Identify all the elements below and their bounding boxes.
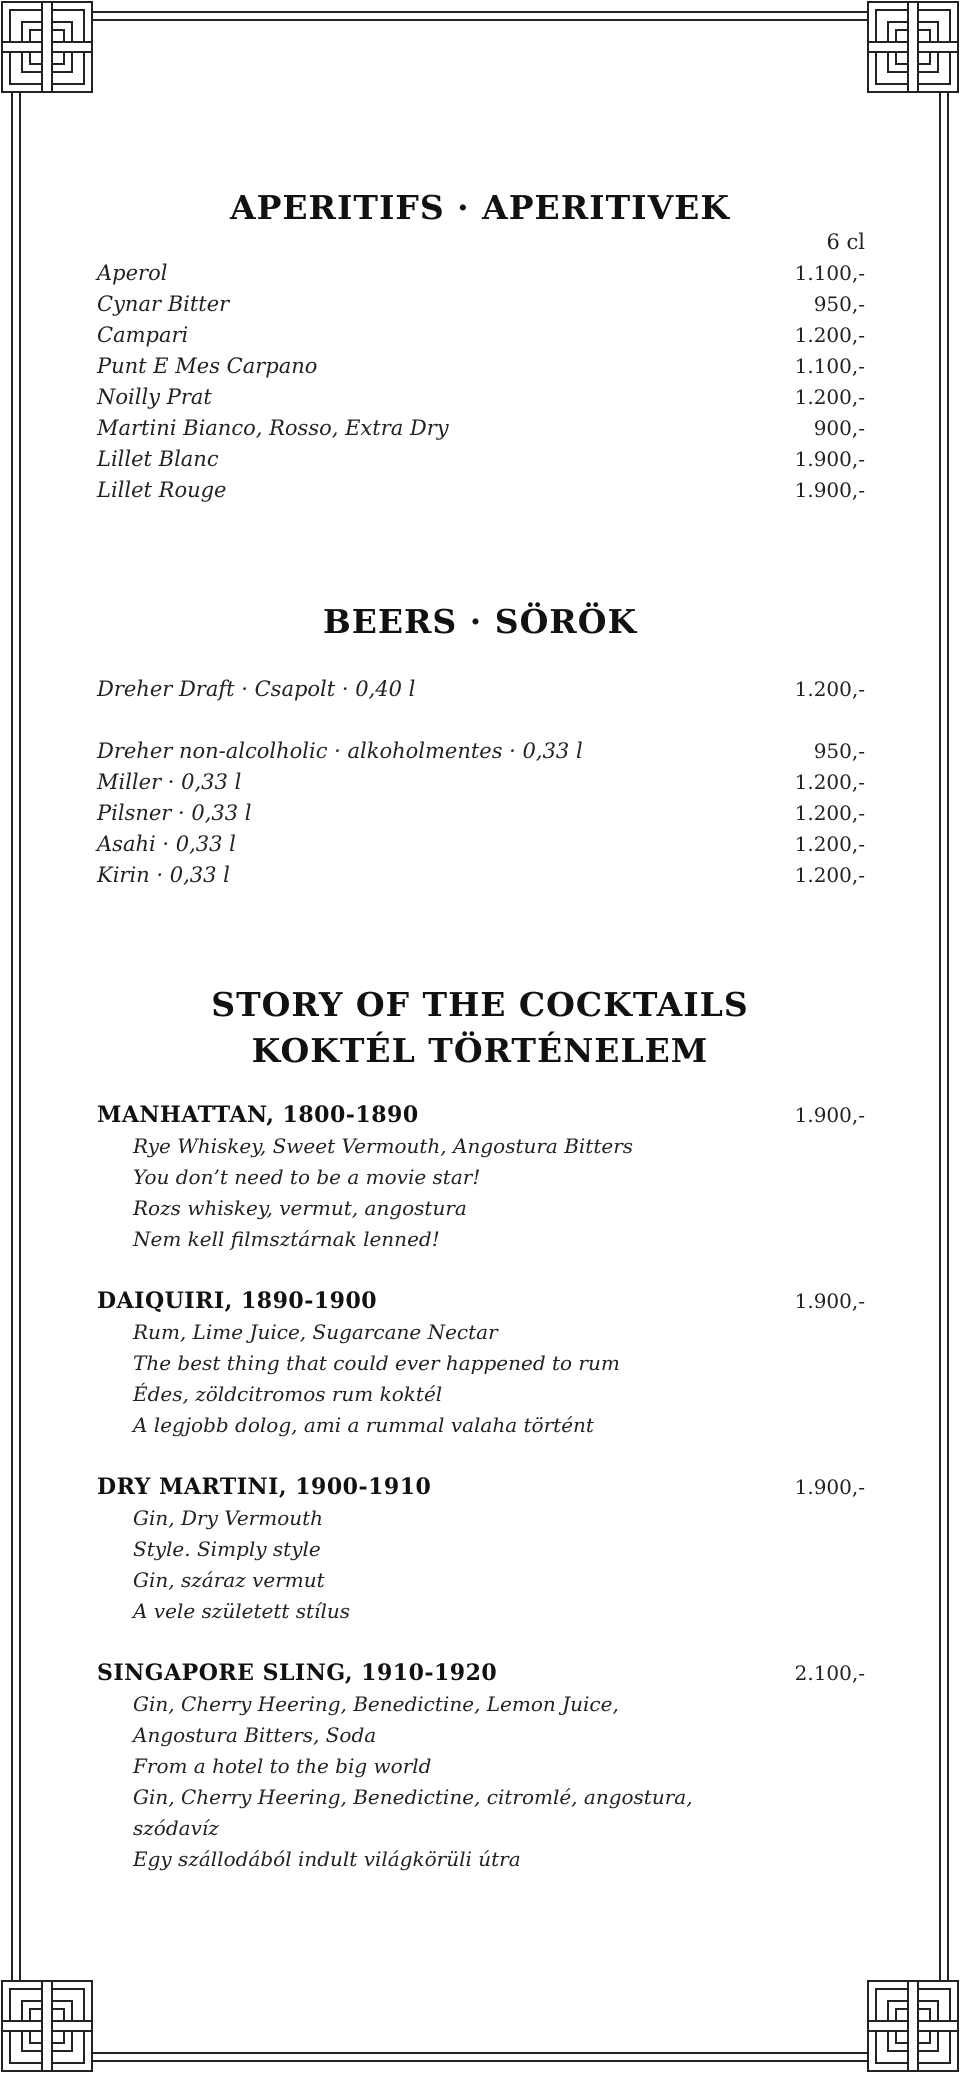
item-name: Aperol xyxy=(97,261,168,285)
item-price: 1.200,- xyxy=(794,385,865,409)
cocktail-description: Style. Simply style xyxy=(133,1537,321,1561)
item-name: Pilsner · 0,33 l xyxy=(97,801,252,825)
cocktail-description: Nem kell filmsztárnak lenned! xyxy=(133,1227,440,1251)
cocktail-description: Egy szállodából indult világkörüli útra xyxy=(133,1847,521,1871)
cocktail-description: A legjobb dolog, ami a rummal valaha történt xyxy=(133,1413,594,1437)
cocktail-price: 2.100,- xyxy=(794,1661,865,1685)
cocktail-name: MANHATTAN, 1800-1890 xyxy=(97,1102,419,1128)
cocktail-description: szódavíz xyxy=(133,1816,219,1840)
item-price: 1.100,- xyxy=(794,354,865,378)
cocktail-description: You don’t need to be a movie star! xyxy=(133,1165,481,1189)
corner-knot-ornament xyxy=(2,2,92,92)
menu-item xyxy=(97,860,865,891)
item-price: 1.200,- xyxy=(794,801,865,825)
cocktail-description: The best thing that could ever happened to rum xyxy=(133,1351,620,1375)
cocktail-description: Rum, Lime Juice, Sugarcane Nectar xyxy=(133,1320,498,1344)
cocktail-header xyxy=(97,1100,865,1131)
menu-item xyxy=(97,475,865,506)
item-name: Cynar Bitter xyxy=(97,292,230,316)
item-name: Punt E Mes Carpano xyxy=(97,354,318,378)
item-name: Asahi · 0,33 l xyxy=(97,832,236,856)
item-name: Martini Bianco, Rosso, Extra Dry xyxy=(97,416,449,440)
item-price: 950,- xyxy=(813,739,865,763)
cocktail-description: Gin, Cherry Heering, Benedictine, citromlé, angostura, xyxy=(133,1785,693,1809)
cocktail-description: Gin, Cherry Heering, Benedictine, Lemon Juice, xyxy=(133,1692,619,1716)
corner-knot-ornament xyxy=(2,1981,92,2071)
item-name: Campari xyxy=(97,323,189,347)
item-name: Kirin · 0,33 l xyxy=(97,863,230,887)
item-name: Dreher non-alcolholic · alkoholmentes · 0,33 l xyxy=(97,739,583,763)
cocktail-description: Rye Whiskey, Sweet Vermouth, Angostura Bitters xyxy=(133,1134,634,1158)
cocktail-description: Rozs whiskey, vermut, angostura xyxy=(133,1196,467,1220)
menu-item xyxy=(97,320,865,351)
cocktail-description: Angostura Bitters, Soda xyxy=(133,1723,377,1747)
aperitifs-unit-label: 6 cl xyxy=(826,230,865,254)
menu-item xyxy=(97,829,865,860)
cocktail-price: 1.900,- xyxy=(794,1475,865,1499)
aperitifs-heading: APERITIFS · APERITIVEK xyxy=(229,188,731,227)
menu-item xyxy=(97,674,865,705)
cocktails-subheading: KOKTÉL TÖRTÉNELEM xyxy=(251,1031,709,1070)
item-price: 1.100,- xyxy=(794,261,865,285)
menu-item xyxy=(97,798,865,829)
item-price: 900,- xyxy=(813,416,865,440)
item-price: 1.200,- xyxy=(794,863,865,887)
item-price: 1.900,- xyxy=(794,478,865,502)
cocktail-header xyxy=(97,1286,865,1317)
item-name: Lillet Blanc xyxy=(97,447,219,471)
item-price: 1.200,- xyxy=(794,677,865,701)
beers-heading: BEERS · SÖRÖK xyxy=(322,602,638,641)
menu-item xyxy=(97,413,865,444)
menu-item xyxy=(97,444,865,475)
item-name: Miller · 0,33 l xyxy=(97,770,242,794)
menu-item xyxy=(97,351,865,382)
item-price: 1.900,- xyxy=(794,447,865,471)
cocktail-price: 1.900,- xyxy=(794,1289,865,1313)
item-price: 950,- xyxy=(813,292,865,316)
corner-knot-ornament xyxy=(868,2,958,92)
cocktails-heading: STORY OF THE COCKTAILS xyxy=(211,985,749,1024)
menu-item xyxy=(97,382,865,413)
item-name: Noilly Prat xyxy=(97,385,212,409)
item-price: 1.200,- xyxy=(794,323,865,347)
cocktail-name: DAIQUIRI, 1890-1900 xyxy=(97,1288,378,1314)
cocktail-name: DRY MARTINI, 1900-1910 xyxy=(97,1474,432,1500)
cocktail-price: 1.900,- xyxy=(794,1103,865,1127)
cocktail-description: Édes, zöldcitromos rum koktél xyxy=(133,1382,443,1406)
cocktail-description: Gin, Dry Vermouth xyxy=(133,1506,324,1530)
cocktail-name: SINGAPORE SLING, 1910-1920 xyxy=(97,1660,498,1686)
item-name: Dreher Draft · Csapolt · 0,40 l xyxy=(97,677,416,701)
cocktail-description: A vele született stílus xyxy=(133,1599,350,1623)
cocktail-description: From a hotel to the big world xyxy=(133,1754,432,1778)
cocktail-header xyxy=(97,1472,865,1503)
item-price: 1.200,- xyxy=(794,770,865,794)
cocktail-description: Gin, száraz vermut xyxy=(133,1568,325,1592)
menu-item xyxy=(97,736,865,767)
item-name: Lillet Rouge xyxy=(97,478,227,502)
menu-item xyxy=(97,289,865,320)
menu-item xyxy=(97,767,865,798)
menu-item xyxy=(97,258,865,289)
item-price: 1.200,- xyxy=(794,832,865,856)
cocktail-header xyxy=(97,1658,865,1689)
corner-knot-ornament xyxy=(868,1981,958,2071)
